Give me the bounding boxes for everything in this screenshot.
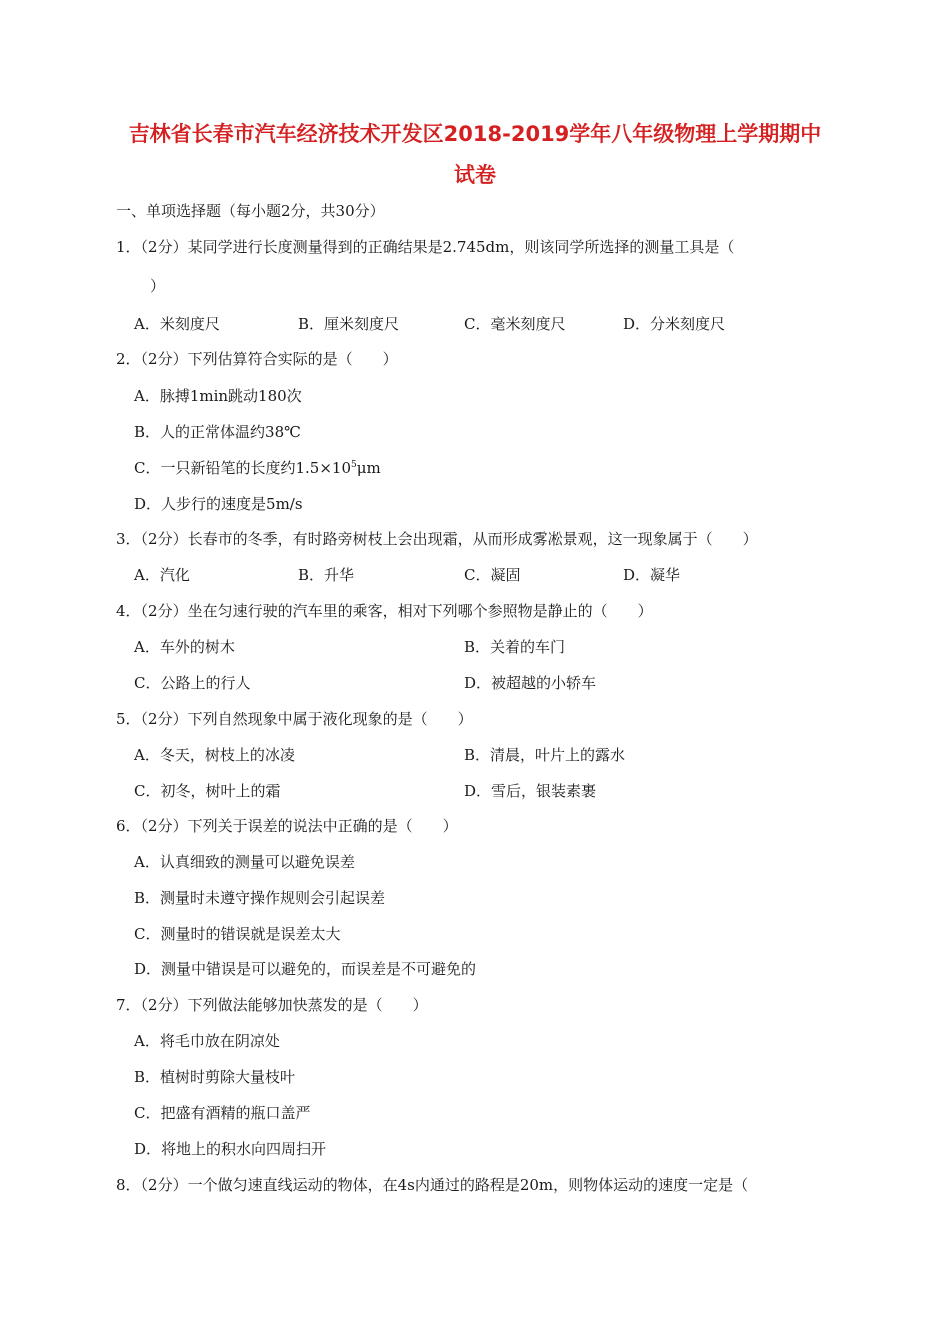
question-5-option-d: D．雪后，银装素裹 [464,782,597,800]
question-4-option-d: D．被超越的小轿车 [464,674,597,692]
question-3-option-b: B．升华 [298,566,355,584]
question-2-text: 2．（2分）下列估算符合实际的是（ ） [116,350,398,368]
question-6-text: 6．（2分）下列关于误差的说法中正确的是（ ） [116,817,458,835]
exam-title-line-2: 试卷 [454,163,496,187]
question-8-text: 8．（2分）一个做匀速直线运动的物体，在4s内通过的路程是20m，则物体运动的速度一定是（ [116,1176,749,1194]
question-4-text: 4．（2分）坐在匀速行驶的汽车里的乘客，相对下列哪个参照物是静止的（ ） [116,602,653,620]
question-2-option-d: D．人步行的速度是5m/s [134,495,303,513]
exam-title-line-1: 吉林省长春市汽车经济技术开发区2018-2019学年八年级物理上学期期中 [128,122,822,146]
question-2-option-a: A．脉搏1min跳动180次 [134,387,302,405]
question-1-option-d: D．分米刻度尺 [623,315,726,333]
question-1-option-c: C．毫米刻度尺 [464,315,566,333]
question-1-option-b: B．厘米刻度尺 [298,315,400,333]
question-7-option-a: A．将毛巾放在阴凉处 [134,1032,280,1050]
question-7-option-c: C．把盛有酒精的瓶口盖严 [134,1104,311,1122]
question-6-option-b: B．测量时未遵守操作规则会引起误差 [134,889,386,907]
question-2-option-c-exponent: 5 [351,460,357,470]
question-2-option-c [134,457,381,479]
question-3-text: 3．（2分）长春市的冬季，有时路旁树枝上会出现霜，从而形成雾凇景观，这一现象属于（ ） [116,530,758,548]
question-3-option-d: D．凝华 [623,566,681,584]
question-6-option-c: C．测量时的错误就是误差太大 [134,925,341,943]
question-1-text: 1．（2分）某同学进行长度测量得到的正确结果是2.745dm，则该同学所选择的测量工具是（ [116,238,735,256]
question-5-option-c: C．初冬，树叶上的霜 [134,782,281,800]
question-4-option-a: A．车外的树木 [134,638,235,656]
question-7-option-d: D．将地上的积水向四周扫开 [134,1140,327,1158]
question-7-option-b: B．植树时剪除大量枝叶 [134,1068,296,1086]
question-5-text: 5．（2分）下列自然现象中属于液化现象的是（ ） [116,710,473,728]
question-6-option-d: D．测量中错误是可以避免的，而误差是不可避免的 [134,960,477,978]
question-1-option-a: A．米刻度尺 [134,315,220,333]
question-5-option-b: B．清晨，叶片上的露水 [464,746,626,764]
question-2-option-c-unit: μm [356,459,381,477]
question-4-option-b: B．关着的车门 [464,638,566,656]
question-4-option-c: C．公路上的行人 [134,674,251,692]
question-3-option-a: A．汽化 [134,566,190,584]
question-7-text: 7．（2分）下列做法能够加快蒸发的是（ ） [116,996,428,1014]
section-heading: 一、单项选择题（每小题2分，共30分） [116,202,385,220]
question-1-continuation: ） [150,277,166,295]
question-5-option-a: A．冬天，树枝上的冰凌 [134,746,295,764]
question-3-option-c: C．凝固 [464,566,521,584]
question-6-option-a: A．认真细致的测量可以避免误差 [134,853,355,871]
question-2-option-b: B．人的正常体温约38℃ [134,423,301,441]
question-2-option-c-base: C．一只新铅笔的长度约1.5×10 [134,459,351,477]
